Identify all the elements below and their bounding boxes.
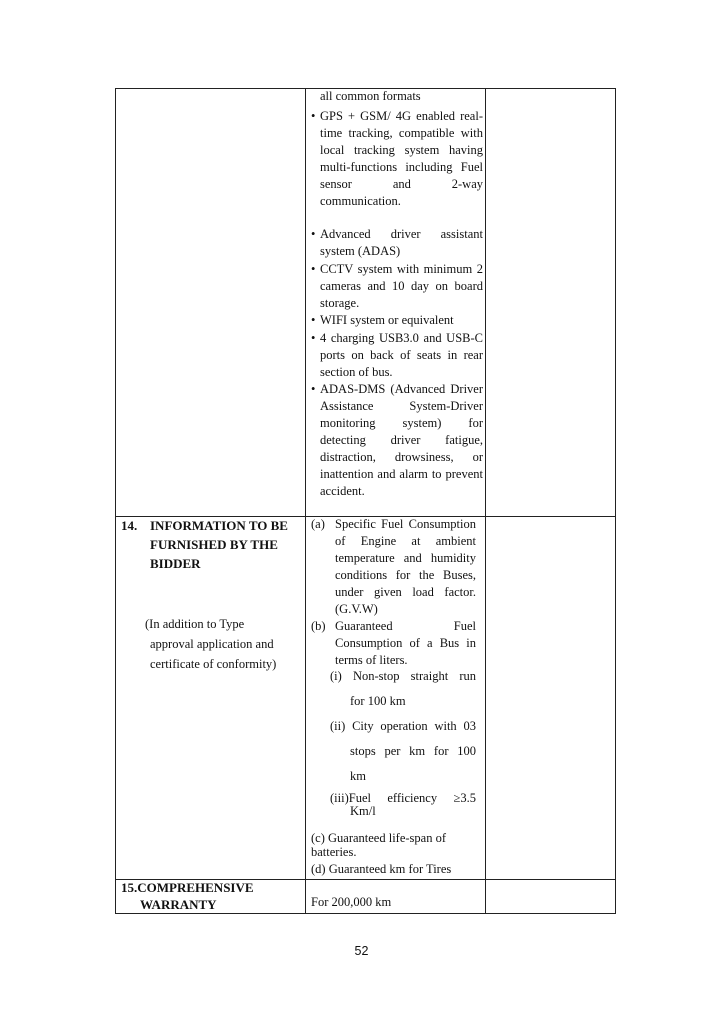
list-item: • Advanced driver assistant system (ADAS) <box>311 227 483 258</box>
item-b-ii-line1: (ii) City operation with 03 <box>330 719 476 733</box>
item-b-ii-line3: km <box>350 769 366 783</box>
item-b-label: (b) <box>311 619 326 633</box>
table-border-right <box>615 88 616 914</box>
row-14-number: 14. <box>121 518 138 533</box>
row-15-value: For 200,000 km <box>311 895 392 909</box>
list-item: • ADAS-DMS (Advanced Driver Assistance System-Driver monitoring system) for detecting driver fatigue, distraction, drowsiness, or inattention and alarm to prevent accident. <box>311 382 483 498</box>
item-d-line: (d) Guaranteed km for Tires <box>311 862 452 876</box>
item-c-line1: (c) Guaranteed life-span of <box>311 831 446 845</box>
bullet-icon: • <box>311 313 316 327</box>
bullet-icon: • <box>311 382 316 396</box>
bullet-icon: • <box>311 227 316 241</box>
item-b-iii-line2: Km/l <box>350 804 376 818</box>
item-b-i-line1: (i) Non-stop straight run <box>330 669 476 683</box>
row-14-note-line2: approval application and <box>150 637 274 651</box>
item-b-ii-line2: stops per km for 100 <box>350 744 476 758</box>
item-b-i-line2: for 100 km <box>350 694 406 708</box>
item-c-line2: batteries. <box>311 845 357 859</box>
item-b-iii-line1: (iii)Fuel efficiency ≥3.5 <box>330 791 476 805</box>
list-item: • CCTV system with minimum 2 cameras and 10 day on board storage. <box>311 262 483 310</box>
page-number: 52 <box>354 944 369 958</box>
row-14-title-line3: BIDDER <box>150 556 201 571</box>
row-15-title-line1: 15.COMPREHENSIVE <box>121 880 254 895</box>
spec-table <box>115 88 616 914</box>
column-divider-2 <box>485 88 486 914</box>
row-14-title-line1: INFORMATION TO BE <box>150 518 288 533</box>
table-border-bottom <box>115 913 616 914</box>
list-item: • WIFI system or equivalent <box>311 313 454 327</box>
continuation-line: all common formats <box>320 89 421 103</box>
row-14-note-line1: (In addition to Type <box>145 617 245 631</box>
item-a-label: (a) <box>311 517 325 531</box>
row-14-title-line2: FURNISHED BY THE <box>150 537 278 552</box>
table-border-left <box>115 88 116 914</box>
bullet-icon: • <box>311 262 316 276</box>
list-item: • 4 charging USB3.0 and USB-C ports on back of seats in rear section of bus. <box>311 331 483 379</box>
list-item: • GPS + GSM/ 4G enabled real- time tracking, compatible with local tracking system having multi-functions including Fuel sensor and 2-way communication. <box>311 109 483 208</box>
item-a-text: Specific Fuel Consumption of Engine at ambient temperature and humidity conditions for the Buses, under given load factor. (G.V.W) <box>335 517 476 616</box>
bullet-icon: • <box>311 331 316 345</box>
bullet-icon: • <box>311 109 316 123</box>
row-15-title-line2: WARRANTY <box>140 897 217 912</box>
column-divider-1 <box>305 88 306 914</box>
item-b-text: Guaranteed Fuel Consumption of a Bus in terms of liters. <box>335 619 476 667</box>
row-14-note-line3: certificate of conformity) <box>150 657 277 671</box>
